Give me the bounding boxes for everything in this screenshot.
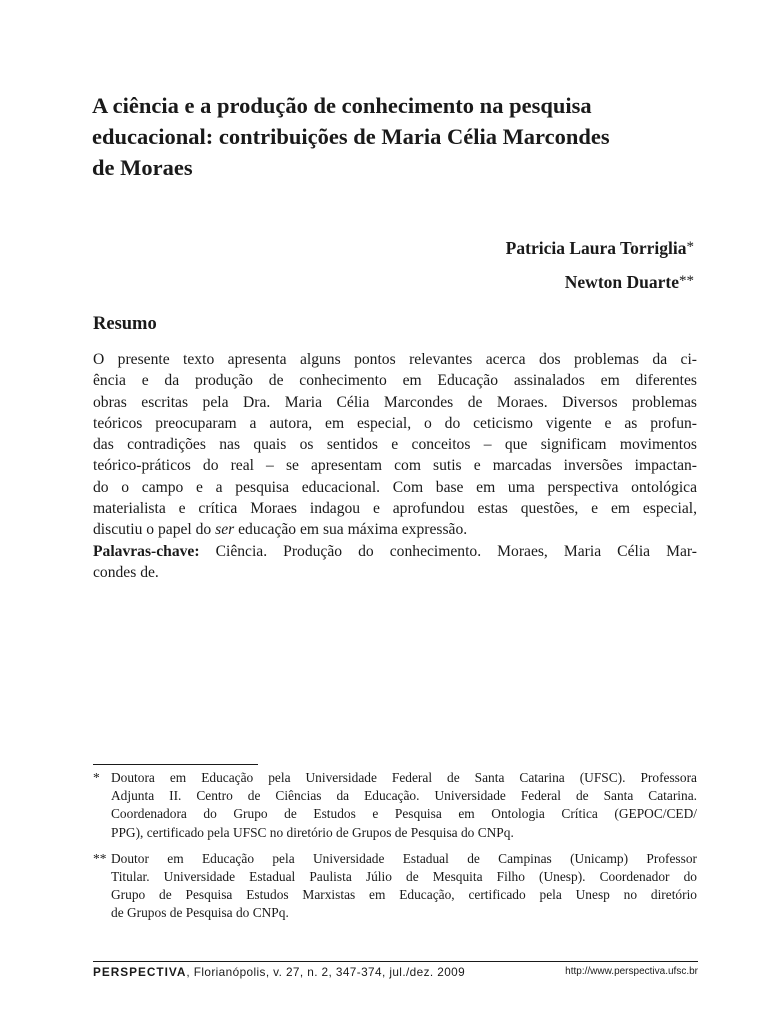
keywords-line — [93, 541, 697, 562]
footnote-line: Titular. Universidade Estadual Paulista Júlio de Mesquita Filho (Unesp). Coordenador do — [111, 869, 697, 885]
footnote-line: Adjunta II. Centro de Ciências da Educação. Universidade Federal de Santa Catarina. — [111, 788, 697, 804]
abstract-text: discutiu o papel do — [93, 521, 216, 539]
title-line: A ciência e a produção de conhecimento na pesquisa — [92, 93, 592, 118]
abstract-line: ência e da produção de conhecimento em Educação assinalados em diferentes — [93, 372, 697, 390]
article-title — [92, 90, 712, 183]
keywords-text: Ciência. Produção do conhecimento. Moraes, Maria Célia Mar- — [199, 542, 697, 560]
footnotes — [93, 769, 697, 931]
keywords-line-2: condes de. — [93, 563, 159, 581]
author-2 — [506, 266, 694, 300]
footnote-line: de Grupos de Pesquisa do CNPq. — [111, 905, 289, 921]
abstract-line: obras escritas pela Dra. Maria Célia Marcondes de Moraes. Diversos problemas — [93, 393, 697, 411]
footnote-mark: ** — [93, 850, 107, 866]
citation-text: , Florianópolis, v. 27, n. 2, 347-374, jul./dez. 2009 — [186, 965, 466, 979]
author-list — [506, 232, 694, 300]
footer-citation — [93, 965, 465, 979]
title-line: de Moraes — [92, 155, 193, 180]
footnote-line: Doutora em Educação pela Universidade Federal de Santa Catarina (UFSC). Professora — [111, 770, 697, 785]
journal-url[interactable]: http://www.perspectiva.ufsc.br — [565, 966, 698, 977]
footnote-mark: ** — [679, 273, 694, 289]
keywords-label: Palavras-chave: — [93, 542, 200, 560]
footnote-line: Doutor em Educação pela Universidade Estadual de Campinas (Unicamp) Professor — [111, 850, 697, 866]
footnote-1 — [93, 769, 697, 842]
title-line: educacional: contribuições de Maria Célia Marcondes — [92, 124, 610, 149]
footer-divider — [93, 961, 698, 962]
footnote-mark: * — [93, 770, 100, 785]
abstract-line: das contradições nas quais os sentidos e conceitos – que significam movimentos — [93, 436, 697, 454]
abstract-body — [93, 349, 697, 583]
footnote-line: PPG), certificado pela UFSC no diretório de Grupos de Pesquisa do CNPq. — [111, 824, 514, 840]
abstract-text: educação em sua máxima expressão. — [234, 521, 468, 539]
footnote-line: Grupo de Pesquisa Estudos Marxistas em Educação, certificado pela Unesp no diretório — [111, 887, 697, 903]
author-name: Newton Duarte — [564, 272, 679, 292]
footnote-divider — [93, 764, 258, 765]
abstract-italic-word: ser — [215, 521, 235, 539]
abstract-line: teórico-práticos do real – se apresentam com sutis e marcadas inversões impactan- — [93, 457, 697, 475]
abstract-heading: Resumo — [93, 314, 157, 334]
abstract-line: teóricos preocuparam a autora, em especial, o do ceticismo vigente e as profun- — [93, 414, 697, 432]
abstract-last-line — [93, 519, 697, 540]
footnote-2 — [93, 850, 697, 923]
journal-name: PERSPECTIVA — [93, 965, 187, 979]
abstract-line: materialista e crítica Moraes indagou e aprofundou estas questões, e em especial, — [93, 500, 697, 518]
footnote-mark: * — [686, 239, 694, 255]
abstract-line: do o campo e a pesquisa educacional. Com base em uma perspectiva ontológica — [93, 478, 697, 496]
author-1 — [506, 232, 694, 266]
footnote-line: Coordenadora do Grupo de Estudos e Pesquisa em Ontologia Crítica (GEPOC/CED/ — [111, 806, 697, 822]
abstract-line: O presente texto apresenta alguns pontos relevantes acerca dos problemas da ci- — [93, 351, 697, 368]
author-name: Patricia Laura Torriglia — [505, 238, 687, 258]
